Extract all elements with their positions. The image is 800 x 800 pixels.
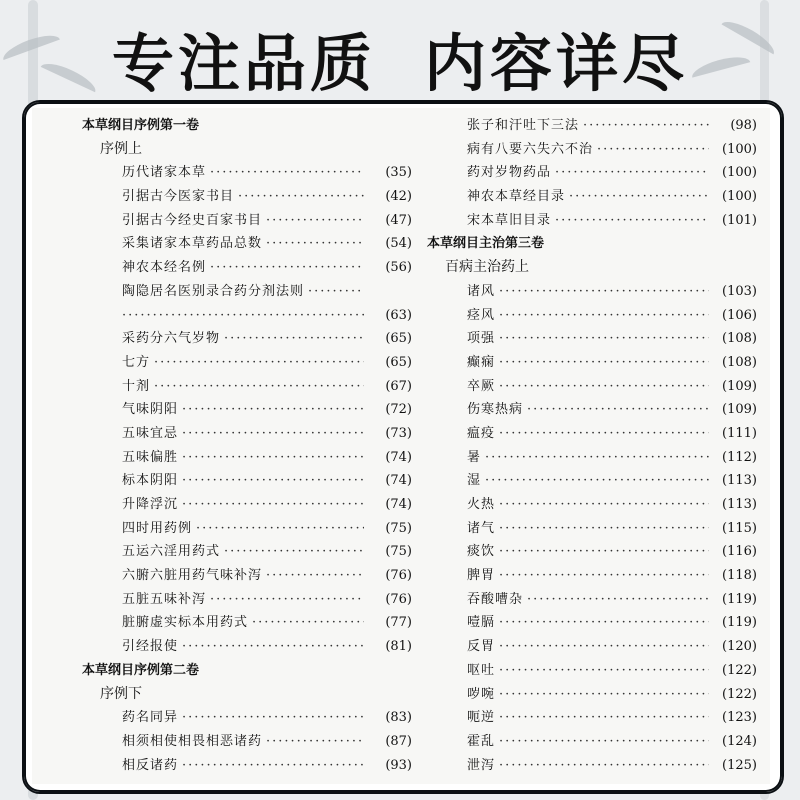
- toc-entry: [82, 161, 412, 185]
- dot-leader: [485, 469, 709, 493]
- toc-entry: [82, 517, 412, 541]
- toc-entry-title: 药对岁物药品: [467, 165, 552, 181]
- toc-entry: [427, 517, 757, 541]
- toc-entry-page: (76): [385, 568, 412, 584]
- toc-entry-title: 诸风: [467, 283, 496, 299]
- toc-entry-page: (76): [385, 591, 412, 607]
- toc-entry: [82, 256, 412, 280]
- toc-entry-page: (122): [722, 686, 757, 702]
- toc-entry: [427, 635, 757, 659]
- toc-entry-page: (56): [385, 260, 412, 276]
- toc-entry: [82, 540, 412, 564]
- dot-leader: [499, 351, 709, 375]
- dot-leader: [266, 730, 364, 754]
- toc-entry-page: (122): [722, 662, 757, 678]
- toc-entry-title: 引据古今经史百家书目: [122, 212, 263, 228]
- toc-entry-page: (67): [385, 378, 412, 394]
- toc-entry-page: (120): [722, 639, 757, 655]
- toc-entry-title: 暑: [467, 449, 482, 465]
- toc-entry-page: (109): [722, 402, 757, 418]
- dot-leader: [210, 588, 364, 612]
- toc-entry-title: 瘟疫: [467, 425, 496, 441]
- toc-entry: [82, 351, 412, 375]
- volume-heading: 本草纲目序例第二卷: [82, 662, 200, 678]
- toc-entry-page: (74): [385, 497, 412, 512]
- toc-entry-title: 六腑六脏用药气味补泻: [122, 568, 263, 584]
- dot-leader: [154, 351, 364, 375]
- toc-entry: [82, 730, 412, 754]
- toc-entry-title: 升降浮沉: [122, 497, 179, 512]
- dot-leader: [499, 706, 709, 730]
- banner-title-left: 专注品质: [111, 27, 376, 100]
- toc-entry-title: 泄泻: [467, 757, 496, 773]
- toc-entry-title: 历代诸家本草: [122, 165, 207, 181]
- toc-entry-page: (47): [385, 212, 412, 228]
- toc-entry-page: (119): [722, 591, 757, 607]
- dot-leader: [499, 659, 709, 683]
- toc-entry: [427, 138, 757, 162]
- toc-entry: [427, 706, 757, 730]
- toc-entry-continuation: [82, 304, 412, 328]
- toc-entry-page: (83): [385, 710, 412, 726]
- dot-leader: [499, 493, 709, 517]
- toc-entry-page: (113): [722, 473, 757, 489]
- toc-entry-title: 七方: [122, 354, 151, 370]
- toc-entry-page: (125): [722, 757, 757, 773]
- toc-entry-title: 吞酸嘈杂: [467, 591, 524, 607]
- toc-entry-page: (35): [385, 165, 412, 181]
- dot-leader: [182, 398, 364, 422]
- toc-entry-page: (115): [722, 520, 757, 536]
- toc-entry-page: (87): [385, 733, 412, 749]
- toc-entry-title: 神农本经名例: [122, 260, 207, 276]
- dot-leader: [266, 232, 364, 256]
- toc-entry: [427, 611, 757, 635]
- toc-entry: [427, 280, 757, 304]
- toc-entry-page: (75): [385, 544, 412, 560]
- toc-entry-page: (93): [385, 757, 412, 773]
- toc-entry-page: (108): [722, 331, 757, 347]
- toc-entry: [82, 469, 412, 493]
- dot-leader: [499, 304, 709, 328]
- dot-leader: [499, 327, 709, 351]
- toc-entry: [82, 754, 412, 778]
- table-of-contents-page: [32, 108, 770, 784]
- dot-leader: [499, 635, 709, 659]
- toc-entry-page: (74): [385, 473, 412, 489]
- toc-entry: [427, 351, 757, 375]
- toc-entry-title: 采集诸家本草药品总数: [122, 236, 263, 252]
- toc-entry-title: 四时用药例: [122, 520, 193, 536]
- toc-entry: [82, 422, 412, 446]
- dot-leader: [122, 304, 368, 328]
- toc-entry-title: 五味宜忌: [122, 425, 179, 441]
- dot-leader: [499, 683, 709, 707]
- toc-entry: [427, 659, 757, 683]
- toc-entry-title: 五脏五味补泻: [122, 591, 207, 607]
- toc-entry-page: (100): [722, 165, 757, 181]
- dot-leader: [499, 564, 709, 588]
- toc-entry-title: 伤寒热病: [467, 402, 524, 418]
- toc-entry-title: 病有八要六失六不治: [467, 141, 594, 157]
- toc-entry-title: 癫痫: [467, 354, 496, 370]
- dot-leader: [154, 375, 364, 399]
- toc-entry: [82, 232, 412, 256]
- toc-entry: [427, 493, 757, 517]
- toc-entry-title: 反胃: [467, 639, 496, 655]
- toc-entry-title: 引据古今医家书目: [122, 189, 235, 205]
- toc-entry-page: (118): [722, 568, 757, 584]
- dot-leader: [555, 209, 709, 233]
- dot-leader: [266, 564, 364, 588]
- volume-heading: 本草纲目序例第一卷: [82, 118, 200, 133]
- dot-leader: [499, 730, 709, 754]
- dot-leader: [569, 185, 709, 209]
- toc-entry-title: 相反诸药: [122, 757, 179, 773]
- dot-leader: [196, 517, 364, 541]
- toc-entry: [82, 375, 412, 399]
- toc-entry: [427, 304, 757, 328]
- toc-entry-title: 宋本草旧目录: [467, 212, 552, 228]
- dot-leader: [499, 375, 709, 399]
- toc-entry: [82, 611, 412, 635]
- dot-leader: [224, 540, 364, 564]
- dot-leader: [238, 185, 364, 209]
- toc-entry: [427, 683, 757, 707]
- dot-leader: [182, 635, 364, 659]
- toc-entry-page: (106): [722, 307, 757, 323]
- dot-leader: [527, 398, 709, 422]
- toc-entry-title: 五运六淫用药式: [122, 544, 221, 560]
- toc-entry-page: (54): [385, 236, 412, 252]
- toc-entry-title: 药名同异: [122, 710, 179, 726]
- dot-leader: [182, 469, 364, 493]
- chapter-heading: 百病主治药上: [445, 259, 529, 276]
- toc-entry-page: (123): [722, 710, 757, 726]
- toc-entry: [427, 209, 757, 233]
- dot-leader: [210, 161, 364, 185]
- toc-entry: [427, 114, 757, 138]
- toc-entry-page: (103): [722, 283, 757, 299]
- banner-title-right: 内容详尽: [424, 27, 689, 100]
- toc-entry-page: (101): [722, 212, 757, 228]
- toc-entry: [427, 730, 757, 754]
- toc-entry-title: 痉风: [467, 307, 496, 323]
- dot-leader: [210, 256, 364, 280]
- toc-left-column: [82, 114, 412, 777]
- toc-entry: [82, 564, 412, 588]
- toc-entry-title: 五味偏胜: [122, 449, 179, 465]
- toc-entry: [427, 422, 757, 446]
- dot-leader: [485, 446, 709, 470]
- toc-entry: [82, 185, 412, 209]
- toc-entry-page: (65): [385, 331, 412, 347]
- toc-entry-title: 张子和汗吐下三法: [467, 118, 580, 133]
- toc-entry: [427, 540, 757, 564]
- toc-entry: [427, 161, 757, 185]
- dot-leader: [499, 611, 709, 635]
- dot-leader: [224, 327, 364, 351]
- toc-entry-page: (109): [722, 378, 757, 394]
- toc-entry-title: 霍乱: [467, 733, 496, 749]
- toc-entry-title: 噎膈: [467, 615, 496, 631]
- dot-leader: [266, 209, 364, 233]
- dot-leader: [499, 422, 709, 446]
- toc-entry: [427, 327, 757, 351]
- toc-entry: [427, 564, 757, 588]
- toc-entry-page: (113): [722, 497, 757, 512]
- toc-entry: [427, 375, 757, 399]
- dot-leader: [252, 611, 364, 635]
- toc-entry-title: 陶隐居名医别录合药分剂法则: [122, 283, 305, 299]
- toc-entry-title: 神农本草经目录: [467, 189, 566, 205]
- toc-entry-page: (108): [722, 354, 757, 370]
- dot-leader: [555, 161, 709, 185]
- toc-entry-page: (100): [722, 141, 757, 157]
- toc-entry-page: (63): [385, 307, 412, 323]
- dot-leader: [182, 493, 364, 517]
- toc-entry-title: 采药分六气岁物: [122, 331, 221, 347]
- dot-leader: [499, 754, 709, 778]
- toc-entry-page: (116): [722, 544, 757, 560]
- toc-entry-title: 诸气: [467, 520, 496, 536]
- toc-entry: [82, 209, 412, 233]
- toc-entry-page: [368, 280, 412, 304]
- toc-entry: [82, 398, 412, 422]
- toc-entry-page: (72): [385, 402, 412, 418]
- toc-entry-title: 哕啘: [467, 686, 496, 702]
- dot-leader: [499, 517, 709, 541]
- toc-entry-title: 湿: [467, 473, 482, 489]
- dot-leader: [182, 422, 364, 446]
- toc-entry: [82, 706, 412, 730]
- toc-entry-page: (42): [385, 189, 412, 205]
- toc-entry: [427, 754, 757, 778]
- toc-right-column: [427, 114, 757, 777]
- toc-entry: [427, 469, 757, 493]
- toc-entry: [82, 327, 412, 351]
- toc-entry-title: 脾胃: [467, 568, 496, 584]
- dot-leader: [597, 138, 709, 162]
- toc-entry-page: (81): [385, 639, 412, 655]
- toc-entry-page: (75): [385, 520, 412, 536]
- chapter-heading: 序例上: [100, 140, 142, 157]
- dot-leader: [182, 706, 364, 730]
- dot-leader: [499, 280, 709, 304]
- toc-entry: [427, 398, 757, 422]
- toc-entry: [82, 588, 412, 612]
- dot-leader: [182, 754, 364, 778]
- volume-heading: 本草纲目主治第三卷: [427, 236, 545, 252]
- toc-entry: [427, 446, 757, 470]
- dot-leader: [583, 114, 709, 138]
- dot-leader: [182, 446, 364, 470]
- toc-entry: [427, 588, 757, 612]
- toc-entry-page: (77): [385, 615, 412, 631]
- toc-entry-page: (112): [722, 449, 757, 465]
- book-page-frame: [22, 100, 784, 794]
- toc-entry-page: (73): [385, 425, 412, 441]
- toc-entry-title: 痰饮: [467, 544, 496, 560]
- toc-entry: [82, 446, 412, 470]
- dot-leader: [527, 588, 709, 612]
- chapter-heading: 序例下: [100, 685, 142, 702]
- toc-entry-page: (119): [722, 615, 757, 631]
- toc-entry: [82, 635, 412, 659]
- toc-entry-title: 呃逆: [467, 710, 496, 726]
- toc-entry: [427, 185, 757, 209]
- toc-entry-title: 标本阴阳: [122, 473, 179, 489]
- toc-entry-title: 火热: [467, 497, 496, 512]
- toc-entry-title: 相须相使相畏相恶诸药: [122, 733, 263, 749]
- toc-entry-page: (65): [385, 354, 412, 370]
- toc-entry-page: (124): [722, 733, 757, 749]
- banner-title: [0, 14, 800, 103]
- toc-entry-title: 脏腑虚实标本用药式: [122, 615, 249, 631]
- toc-entry-page: (111): [722, 425, 757, 441]
- toc-entry-title: 项强: [467, 331, 496, 347]
- toc-entry-page: (100): [722, 189, 757, 205]
- dot-leader: [499, 540, 709, 564]
- toc-entry-page: (98): [730, 118, 757, 133]
- toc-entry-title: 卒厥: [467, 378, 496, 394]
- toc-entry-title: 气味阴阳: [122, 402, 179, 418]
- toc-entry: [82, 493, 412, 517]
- toc-entry-title: 十剂: [122, 378, 151, 394]
- toc-entry-title: 呕吐: [467, 662, 496, 678]
- dot-leader: [308, 280, 364, 304]
- toc-entry-page: (74): [385, 449, 412, 465]
- toc-entry-title: 引经报使: [122, 639, 179, 655]
- toc-entry: [82, 280, 412, 304]
